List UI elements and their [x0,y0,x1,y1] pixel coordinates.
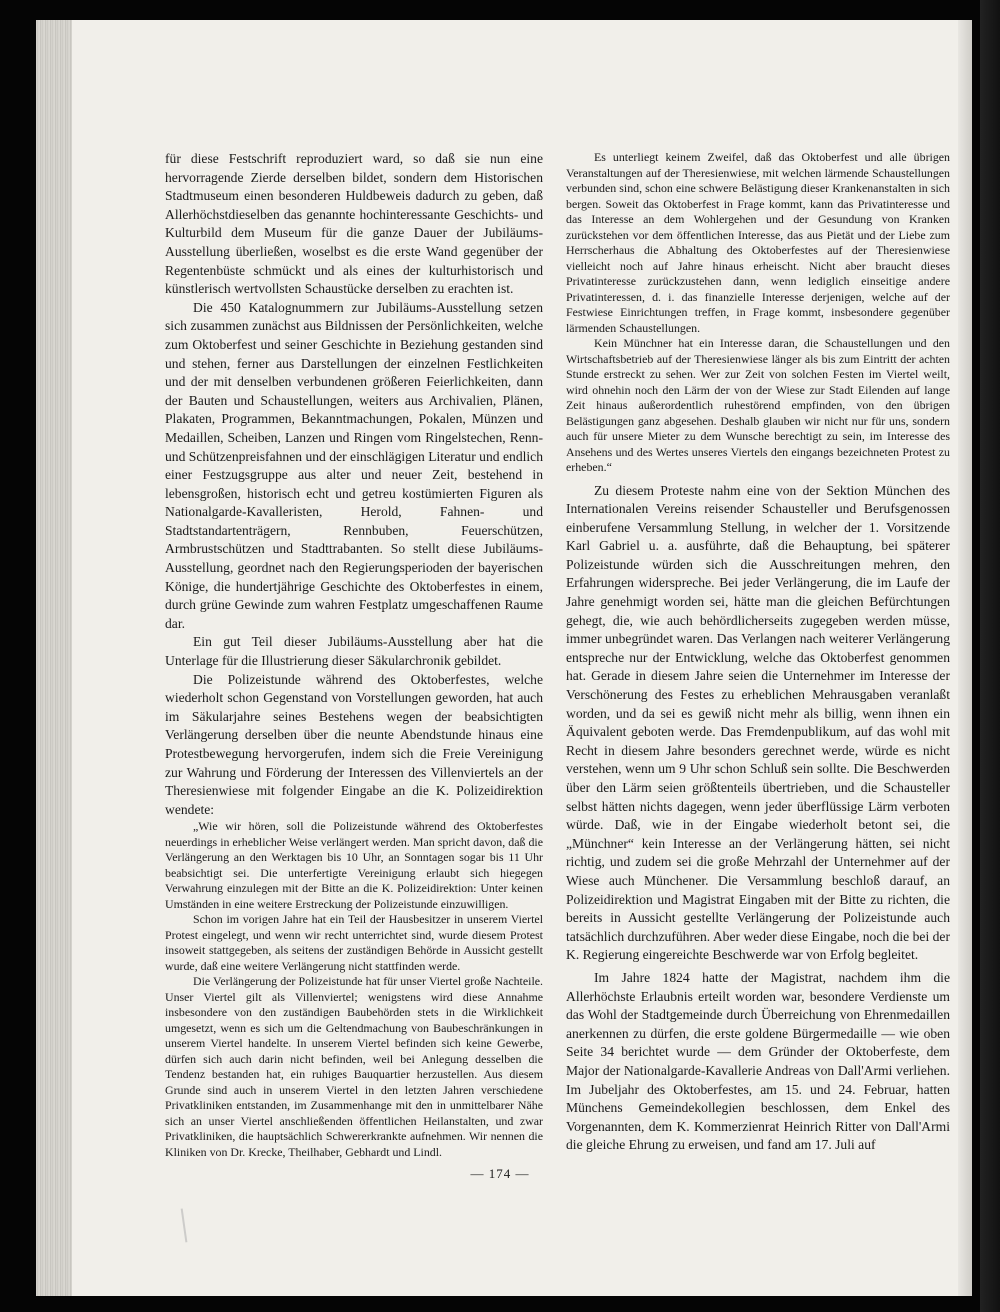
paragraph-medal: Im Jahre 1824 hatte der Magistrat, nachdem ihm die Allerhöchste Erlaubnis erteilt worden war, besondere Verdienste um das Wohl der Stadtgemeinde durch Überreichung von Ehrenmedaillen anerkennen zu dürfen, die erste goldene Bürgermedaille — wie oben Seite 34 berichtet wurde — dem Gründer der Oktoberfeste, dem Major der Nationalgarde-Kavallerie Andreas von Dall'Armi verliehen. Im Jubeljahr des Oktoberfestes, am 15. und 24. Februar, hatten Münchens Gemeindekollegien beschlossen, dem Enkel des Vorgenannten, dem K. Kommerzienrat Heinrich Ritter von Dall'Armi die gleiche Ehrung zu erweisen, und fand am 17. Juli auf [566,969,950,1153]
paragraph-catalog: Die 450 Katalognummern zur Jubiläums-Ausstellung setzen sich zusammen zunächst aus Bildnissen der Persönlichkeiten, welche zum Oktoberfest und seiner Geschichte in Beziehung gestanden sind und stehen, ferner aus Darstellungen der einzelnen Festlichkeiten und der mit denselben verbundenen größeren Feierlichkeiten, dann der Bauten und Schaustellungen, weiters aus Archivalien, Plänen, Plakaten, Programmen, Bekanntmachungen, Pokalen, Münzen und Medaillen, Scheiben, Lanzen und Ringen vom Ringelstechen, Renn- und Schützenpreisfahnen und der einschlägigen Literatur und endlich einer Festzugsgruppe aus alter und neuer Zeit, bestehend in lebensgroßen, historisch echt und getreu kostümierten Figuren als Nationalgarde-Kavalleristen, Herold, Fahnen- und Stadtstandartenträgern, Rennbuben, Feuerschützen, Armbrustschützen und Stadttrabanten. So stellt diese Jubiläums-Ausstellung, geordnet nach den Regierungsperioden der bayerischen Könige, die hundertjährige Geschichte des Oktoberfestes in einem, durch grüne Gewinde zum wahren Festplatz umgeschaffenen Raume dar. [165,299,543,631]
paragraph-meeting: Zu diesem Proteste nahm eine von der Sektion München des Internationalen Vereins reisender Schausteller und Berufsgenossen einberufene Versammlung Stellung, in welcher der 1. Vorsitzende Karl Gabriel u. a. ausführte, daß die Behauptung, bei späterer Polizeistunde würden sich die Ausschreitungen mehren, den Erfahrungen widerspreche. Bei jeder Verlängerung, die im Laufe der Jahre genehmigt worden sei, hätte man die gleichen Befürchtungen gehegt, die, wie auch behördlicherseits zugegeben werden müsse, immer unbegründet waren. Das Verlangen nach weiterer Verlängerung entspreche nur der Entwicklung, welche das Oktoberfest genommen hat. Gerade in diesem Jahre seien die Unternehmer im Interesse der Verschönerung des Festes zu erheblichen Mehrausgaben veranlaßt worden, und da sei es gewiß nicht mehr als billig, wenn ihnen ein Äquivalent geboten werde. Das Fremdenpublikum, auf das wohl mit Recht in diesem Jahre besonders gerechnet werde, würde es nicht verstehen, wenn um 9 Uhr schon Schluß sein sollte. Die Beschwerden über den Lärm seien größtenteils übertrieben, und die Schausteller selbst hätten nichts dagegen, wenn jeder überflüssige Lärm verboten würde. Daß, wie in der Eingabe wiederholt betont sei, die „Münchner“ kein Interesse an der Verlängerung hätten, sei nicht richtig, und zudem sei die große Mehrzahl der Unternehmer auf der Wiese auch Münchener. Die Versammlung beschloß darauf, an Polizeidirektion und Magistrat Eingaben mit der Bitte zu richten, die bereits in Aussicht gestellte Verlängerung der Polizeistunde auch tatsächlich durchzuführen. Aber weder diese Eingabe, noch die bei der K. Regierung eingereichte Beschwerde war von Erfolg begleitet. [566,482,950,963]
page-number: — 174 — [470,1166,530,1181]
quote-paragraph-5: Kein Münchner hat ein Interesse daran, die Schaustellungen und den Wirtschaftsbetrieb auf der Theresienwiese länger als bis zum Eintritt der achten Stunde erstreckt zu sehen. Wer zur Zeit von solchen Festen im Viertel weilt, wird ohnehin noch den Lärm der von der Wiese zur Stadt Eilenden auf lange Zeit hinaus außerordentlich ruhestörend empfinden, von den übrigen Belästigungen ganz abgesehen. Deshalb glauben wir nicht nur für uns, sondern auch für unsere Mieter zu dem Wunsche berechtigt zu sein, im Interesse des Ansehens und des Wertes unseres Viertels den eingangs bezeichneten Protest zu erheben.“ [566,336,950,474]
quote-paragraph-4: Es unterliegt keinem Zweifel, daß das Oktoberfest und alle übrigen Veranstaltungen auf der Theresienwiese, mit welchen lärmende Schaustellungen verbunden sind, schon eine schwere Belästigung dieser Krankenanstalten in sich bergen. Soweit das Oktoberfest in Frage kommt, kann das Privatinteresse und das Interesse an dem Wohlergehen und der Gesundung von Kranken zurückstehen vor dem öffentlichen Interesse, das aus Pietät und der Liebe zum Herrscherhaus die Abhaltung des Oktoberfestes auf der Theresienwiese vielleicht noch auf Jahre hinaus erheischt. Nicht aber braucht dieses Privatinteresse zurückzustehen dann, wenn lediglich einseitige andere Privatinteressen, d. i. das finanzielle Interesse derjenigen, welche auf der Festwiese Einrichtungen treffen, in Frage kommt, insbesondere gegenüber lärmenden Schaustellungen. [566,150,950,335]
page-spine-shadow [958,20,972,1296]
paragraph-museum: für diese Festschrift reproduziert ward, so daß sie nun eine hervorragende Zierde derselben bildet, sondern dem Historischen Stadtmuseum einen besonderen Huldbeweis dadurch zu geben, daß Allerhöchstdieselben das genannte hochinteressante Geschichts- und Kulturbild dem Museum für die ganze Dauer der Jubiläums-Ausstellung überließen, woselbst es die erste Wand gegenüber der Regentenbüste schmückt und als eines der kulturhistorisch und künstlerisch wertvollsten Schaustücke derselben zu erachten ist. [165,151,543,297]
quote-paragraph-3: Die Verlängerung der Polizeistunde hat für unser Viertel große Nachteile. Unser Viertel gilt als Villenviertel; wenigstens wird diese Annahme insbesondere von den zuständigen Baubehörden stets in die Wirklichkeit umgesetzt, wenn es sich um die Geltendmachung von Baubeschränkungen in unserem Viertel handelte. In unserem Viertel befinden sich keine Gewerbe, dürfen sich auch darin nicht befinden, weil bei Anlegung desselben die Tendenz bestanden hat, ein ruhiges Bauquartier herzustellen. Aus diesem Grunde sind auch in unserem Viertel in den letzten Jahren verschiedene Privatkliniken entstanden, im Zusammenhange mit den in unmittelbarer Nähe sich an unser Viertel anschließenden öffentlichen Heilanstalten, und zwar Privatkliniken, die hauptsächlich Schwererkrankte aufnehmen. Wir nennen die Kliniken von Dr. Krecke, Theilhaber, Gebhardt und Lindl. [165,974,543,1159]
quote-paragraph-2: Schon im vorigen Jahre hat ein Teil der Hausbesitzer in unserem Viertel Protest eingelegt, und wenn wir recht unterrichtet sind, wurde diesem Protest insoweit stattgegeben, als seitens der zuständigen Behörde in Aussicht gestellt wurde, daß eine weitere Verlängerung nicht stattfinden werde. [165,912,543,973]
left-column [165,150,543,1160]
paragraph-illustration: Ein gut Teil dieser Jubiläums-Ausstellung aber hat die Unterlage für die Illustrierung dieser Säkularchronik gebildet. [165,634,543,669]
page-edges [36,20,72,1296]
right-border [980,0,1000,1312]
paragraph-police-hour: Die Polizeistunde während des Oktoberfestes, welche wiederholt schon Gegenstand von Vorstellungen geworden, hat auch im Säkularjahre seines Bestehens wegen der beabsichtigten Verlängerung derselben über die neunte Abendstunde hinaus eine Protestbewegung hervorgerufen, indem sich die Freie Vereinigung zur Wahrung und Förderung der Interessen des Villenviertels an der Theresienwiese mit folgender Eingabe an die K. Polizeidirektion wendete: [165,671,543,817]
right-column [566,150,950,1155]
quote-paragraph-1: „Wie wir hören, soll die Polizeistunde während des Oktoberfestes neuerdings in erheblicher Weise verlängert werden. Man spricht davon, daß die Verlängerung an den Werktagen bis 10 Uhr, an Sonntagen sogar bis 11 Uhr beabsichtigt sei. Die unterfertigte Vereinigung erlaubt sich hiegegen Verwahrung einzulegen mit der Bitte an die K. Polizeidirektion: Unter keinen Umständen in eine weitere Erstreckung der Polizeistunde einzuwilligen. [165,819,543,911]
